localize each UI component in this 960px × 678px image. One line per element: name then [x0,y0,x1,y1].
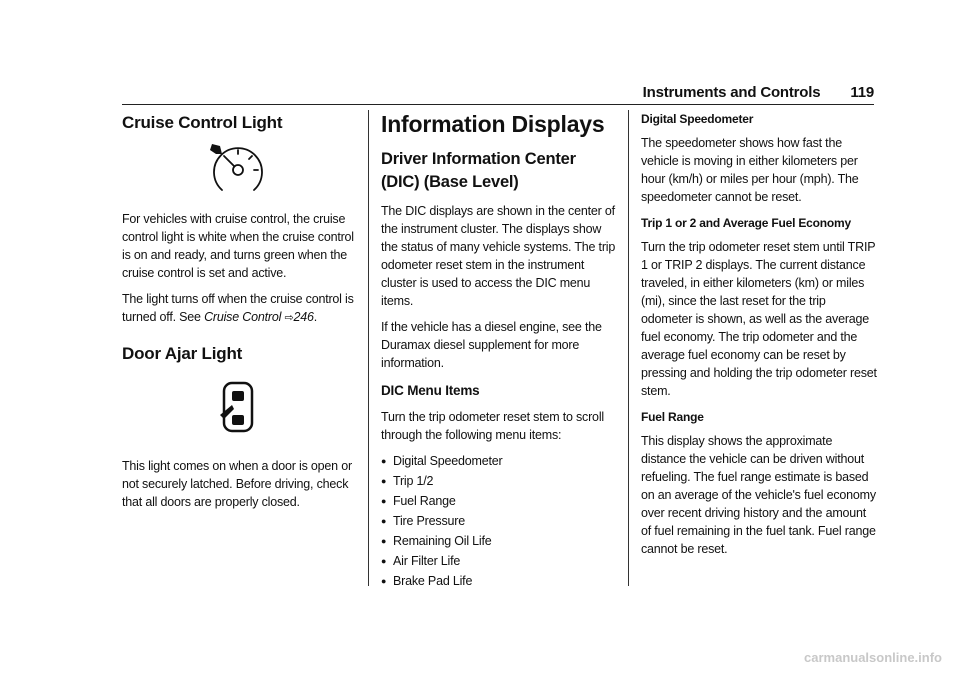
list-item: ● Air Filter Life [381,552,617,570]
cruise-control-icon [206,140,270,196]
dic-menu-list [381,452,617,590]
header-page-number: 119 [850,84,874,101]
page-ref-arrow-icon: ⇨ [284,312,294,324]
fuel-range-paragraph: This display shows the approximate distance the vehicle can be driven without refueling. The fuel range estimate is based on an average of the vehicle's fuel economy over recent driving history and the amount of fuel remaining in the fuel tank. Fuel range cannot be reset. [641,434,876,556]
column-3 [641,110,877,566]
dic-menu-intro: Turn the trip odometer reset stem to scroll through the following menu items: [381,410,604,442]
list-item: ● Brake Pad Life [381,572,617,590]
column-divider-1 [368,110,369,586]
cruise-control-icon-container [122,140,354,196]
header-rule [122,104,874,105]
digital-speedometer-label: Digital Speedometer [641,112,754,126]
cruise-paragraph-2-text: The light turns off when the cruise control is turned off. See [122,292,354,324]
trip-fuel-economy-paragraph: Turn the trip odometer reset stem until TRIP 1 or TRIP 2 displays. The current distance traveled, in either kilometers (km) or miles (mi), since the last reset for the trip odometer is shown, as well as the average fuel economy. The trip odometer and the average fuel economy can be reset by pressing and holding the trip odometer reset stem. [641,240,877,398]
cruise-control-light-heading: Cruise Control Light [122,113,283,132]
cruise-paragraph-1: For vehicles with cruise control, the cruise control light is white when the cruise control is on and ready, and turns green when the cruise control is set and active. [122,212,354,280]
cruise-paragraph-2 [122,290,354,327]
list-item: ● Fuel Range [381,492,617,510]
column-2 [381,110,617,592]
header-section-title: Instruments and Controls [642,84,821,101]
list-item: ● Tire Pressure [381,512,617,530]
dic-paragraph-1: The DIC displays are shown in the center of the instrument cluster. The displays show the status of many vehicle systems. The trip odometer reset stem in the instrument cluster is used to access the DIC menu items. [381,204,616,308]
cruise-control-reference-link[interactable]: Cruise Control [204,310,282,324]
dic-base-level-heading: Driver Information Center (DIC) (Base Level) [381,150,576,191]
information-displays-heading: Information Displays [381,111,605,137]
watermark-footer: carmanualsonline.info [804,650,942,665]
list-item: ● Digital Speedometer [381,452,617,470]
list-item: ● Remaining Oil Life [381,532,617,550]
cruise-control-page-ref[interactable]: 246 [293,310,314,324]
dic-paragraph-2: If the vehicle has a diesel engine, see the Duramax diesel supplement for more information. [381,320,602,370]
door-ajar-icon [218,381,258,435]
door-ajar-light-heading: Door Ajar Light [122,344,243,363]
trip-fuel-economy-label: Trip 1 or 2 and Average Fuel Economy [641,216,851,230]
page-header [643,84,874,101]
column-1 [122,110,354,519]
door-ajar-icon-container [122,381,354,435]
cruise-paragraph-2-tail: . [313,310,318,324]
dic-menu-items-heading: DIC Menu Items [381,383,480,398]
digital-speedometer-paragraph: The speedometer shows how fast the vehicle is moving in either kilometers per hour (km/h) or miles per hour (mph). The speedometer cannot be reset. [641,136,859,204]
column-divider-2 [628,110,629,586]
door-ajar-paragraph: This light comes on when a door is open or not securely latched. Before driving, check that all doors are properly closed. [122,459,352,509]
fuel-range-label: Fuel Range [641,410,704,424]
list-item: ● Trip 1/2 [381,472,617,490]
